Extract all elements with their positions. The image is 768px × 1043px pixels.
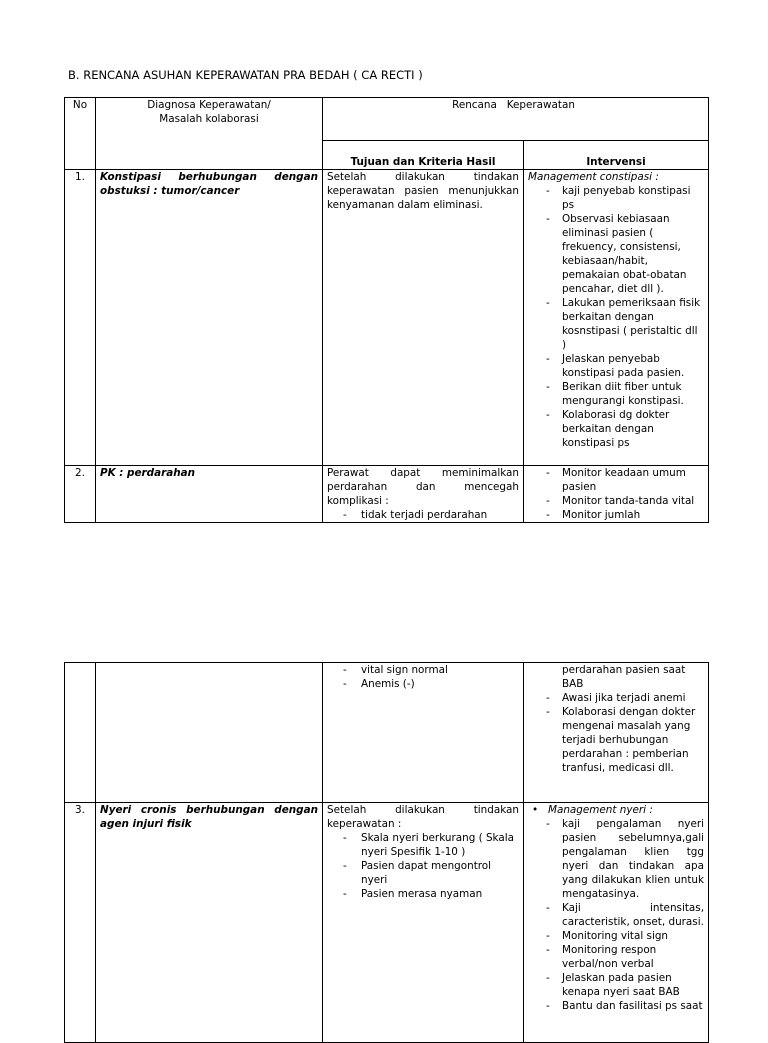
care-plan-table-continued bbox=[64, 662, 709, 1043]
row-number bbox=[65, 663, 96, 803]
list-item: - Monitoring respon verbal/non verbal bbox=[528, 943, 704, 971]
diagnosa-cell: PK : perdarahan bbox=[96, 466, 323, 523]
list-item: - kaji pengalaman nyeri pasien sebelumnya,gali pengalaman klien tgg nyeri dan tindakan apa yang dilakukan klien untuk mengatasinya. bbox=[528, 817, 704, 901]
table-row bbox=[65, 663, 709, 803]
row-number: 1. bbox=[65, 170, 96, 466]
row-number: 3. bbox=[65, 803, 96, 1043]
header-intervensi: Intervensi bbox=[524, 141, 709, 170]
list-item: - Anemis (-) bbox=[327, 677, 519, 691]
header-diagnosa bbox=[96, 98, 323, 170]
diagnosa-cell: Nyeri cronis berhubungan dengan agen injuri fisik bbox=[96, 803, 323, 1043]
list-item: - Jelaskan pada pasien kenapa nyeri saat BAB bbox=[528, 971, 704, 999]
diagnosa-cell: Konstipasi berhubungan dengan obstuksi : tumor/cancer bbox=[96, 170, 323, 466]
list-item: - tidak terjadi perdarahan bbox=[327, 508, 519, 522]
header-diagnosa-line2: Masalah kolaborasi bbox=[159, 113, 259, 125]
row-number: 2. bbox=[65, 466, 96, 523]
list-item: - Berikan diit fiber untuk mengurangi konstipasi. bbox=[528, 380, 704, 408]
header-tujuan: Tujuan dan Kriteria Hasil bbox=[323, 141, 524, 170]
table-row bbox=[65, 803, 709, 1043]
header-rencana: Rencana Keperawatan bbox=[323, 98, 709, 141]
diagnosa-cell bbox=[96, 663, 323, 803]
table-row bbox=[65, 466, 709, 523]
list-item: - Skala nyeri berkurang ( Skala nyeri Spesifik 1-10 ) bbox=[327, 831, 519, 859]
tujuan-cell: Setelah dilakukan tindakan keperawatan pasien menunjukkan kenyamanan dalam eliminasi. bbox=[323, 170, 524, 466]
list-item: - Pasien merasa nyaman bbox=[327, 887, 519, 901]
intervensi-cell bbox=[524, 170, 709, 466]
tujuan-text: Setelah dilakukan tindakan keperawatan : bbox=[327, 804, 519, 830]
list-item: - Monitoring vital sign bbox=[528, 929, 704, 943]
tujuan-cell bbox=[323, 803, 524, 1043]
list-item: - Kaji intensitas, caracteristik, onset, durasi. bbox=[528, 901, 704, 929]
list-item: - Pasien dapat mengontrol nyeri bbox=[327, 859, 519, 887]
list-item: - Kolaborasi dg dokter berkaitan dengan konstipasi ps bbox=[528, 408, 704, 450]
tujuan-cell bbox=[323, 663, 524, 803]
header-no: No bbox=[65, 98, 96, 170]
list-item: - Lakukan pemeriksaan fisik berkaitan dengan kosnstipasi ( peristaltic dll ) bbox=[528, 296, 704, 352]
intervensi-title: • Management nyeri : bbox=[528, 803, 704, 817]
tujuan-text: Perawat dapat meminimalkan perdarahan dan mencegah komplikasi : bbox=[327, 467, 519, 507]
tujuan-cell bbox=[323, 466, 524, 523]
list-item: - Bantu dan fasilitasi ps saat bbox=[528, 999, 704, 1013]
intervensi-cell bbox=[524, 466, 709, 523]
list-item: - kaji penyebab konstipasi ps bbox=[528, 184, 704, 212]
intervensi-cell bbox=[524, 663, 709, 803]
intervensi-continued: perdarahan pasien saat BAB bbox=[562, 664, 686, 690]
list-item: - Monitor keadaan umum pasien bbox=[528, 466, 704, 494]
intervensi-title: Management constipasi : bbox=[528, 171, 659, 183]
care-plan-table bbox=[64, 97, 709, 523]
list-item: - Monitor tanda-tanda vital bbox=[528, 494, 704, 508]
list-item: - Monitor jumlah bbox=[528, 508, 704, 522]
section-title: B. RENCANA ASUHAN KEPERAWATAN PRA BEDAH ( CA RECTI ) bbox=[68, 68, 423, 82]
list-item: - Kolaborasi dengan dokter mengenai masalah yang terjadi berhubungan perdarahan : pemberian tranfusi, medicasi dll. bbox=[528, 705, 704, 775]
list-item: - Awasi jika terjadi anemi bbox=[528, 691, 704, 705]
list-item: - Observasi kebiasaan eliminasi pasien ( frekuency, consistensi, kebiasaan/habit, pemakaian obat-obatan pencahar, diet dll ). bbox=[528, 212, 704, 296]
list-item: - Jelaskan penyebab konstipasi pada pasien. bbox=[528, 352, 704, 380]
header-diagnosa-line1: Diagnosa Keperawatan/ bbox=[147, 99, 271, 111]
table-row bbox=[65, 170, 709, 466]
list-item: - vital sign normal bbox=[327, 663, 519, 677]
intervensi-cell bbox=[524, 803, 709, 1043]
